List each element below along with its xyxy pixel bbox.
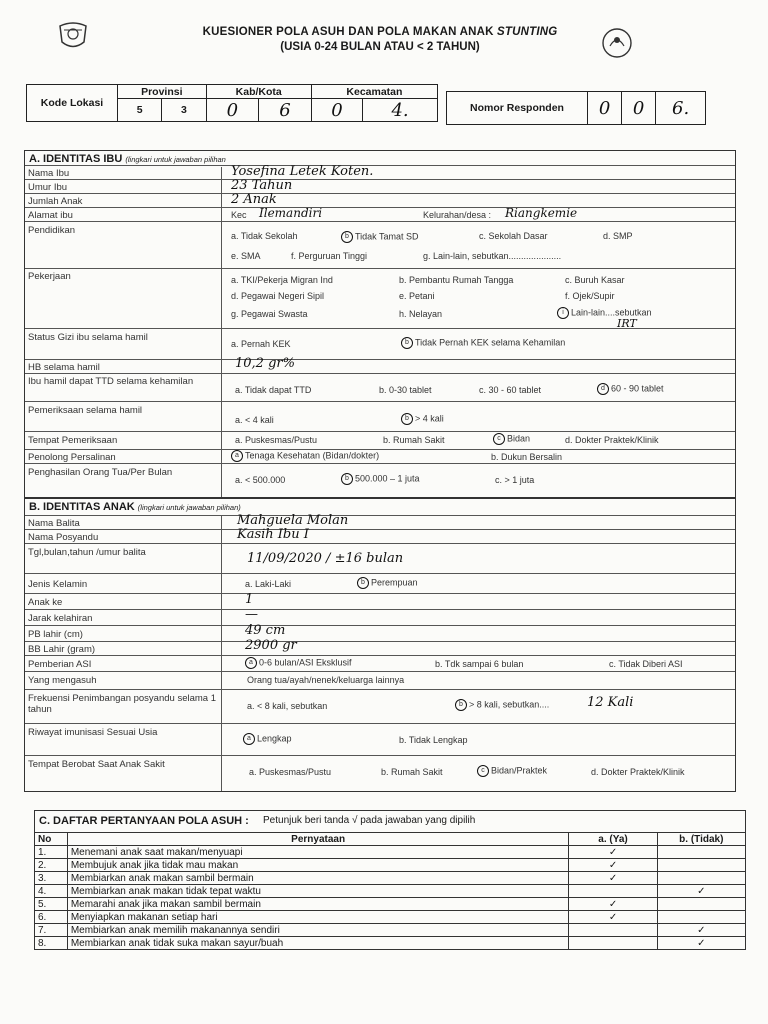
ttd-opt-c: c. 30 - 60 tablet — [479, 385, 542, 395]
tempat-pemeriksaan-label: Tempat Pemeriksaan — [28, 435, 118, 446]
frek-opt-a: a. < 8 kali, sebutkan — [247, 701, 328, 711]
kode-lokasi-label: Kode Lokasi — [27, 85, 118, 122]
tempat-opt-d: d. Dokter Praktek/Klinik — [565, 435, 659, 445]
col-ya: a. (Ya) — [569, 833, 657, 846]
jenis-kelamin-label: Jenis Kelamin — [28, 579, 88, 590]
pemeriksaan-label: Pemeriksaan selama hamil — [28, 405, 143, 416]
item-no: 6. — [35, 911, 68, 924]
item-text: Menyiapkan makanan setiap hari — [67, 911, 569, 924]
pekerjaan-opt-c: c. Buruh Kasar — [565, 275, 625, 285]
table-row — [35, 859, 746, 872]
section-c-hint: Petunjuk beri tanda √ pada jawaban yang dipilih — [263, 815, 476, 826]
item-tidak-check[interactable] — [657, 846, 745, 859]
imunisasi-label: Riwayat imunisasi Sesuai Usia — [28, 727, 158, 738]
pekerjaan-opt-e: e. Petani — [399, 291, 435, 301]
pendidikan-label: Pendidikan — [28, 225, 76, 236]
item-no: 2. — [35, 859, 68, 872]
tempat-berobat-label: Tempat Berobat Saat Anak Sakit — [28, 759, 165, 770]
pekerjaan-opt-g: g. Pegawai Swasta — [231, 309, 308, 319]
resp-digit-2: 0 — [622, 92, 656, 125]
table-row — [35, 885, 746, 898]
alamat-desa-value: Riangkemie — [505, 206, 578, 220]
penolong-opt-b: b. Dukun Bersalin — [491, 452, 563, 462]
item-ya-check[interactable] — [569, 937, 657, 950]
section-b-identitas-anak — [24, 498, 736, 792]
item-ya-check[interactable]: ✓ — [569, 872, 657, 885]
tempat-opt-c: c Bidan — [493, 433, 530, 445]
penolong-label: Penolong Persalinan — [28, 452, 116, 463]
nomor-responden-label: Nomor Responden — [447, 92, 588, 125]
anak-ke-value: 1 — [245, 592, 254, 607]
item-ya-check[interactable]: ✓ — [569, 859, 657, 872]
item-no: 4. — [35, 885, 68, 898]
section-a-title: A. IDENTITAS IBU (lingkari untuk jawaban pilihan — [29, 153, 226, 165]
pendidikan-opt-d: d. SMP — [603, 231, 633, 241]
jumlah-anak-label: Jumlah Anak — [28, 196, 83, 207]
item-tidak-check[interactable] — [657, 859, 745, 872]
penghasilan-opt-a: a. < 500.000 — [235, 475, 286, 485]
pola-asuh-table — [34, 832, 746, 950]
penghasilan-label: Penghasilan Orang Tua/Per Bulan — [28, 467, 173, 478]
pekerjaan-sebutkan-value: IRT — [617, 317, 637, 330]
periksa-opt-b: b > 4 kali — [401, 413, 444, 425]
asi-opt-c: c. Tidak Diberi ASI — [609, 659, 683, 669]
item-no: 8. — [35, 937, 68, 950]
table-row — [35, 846, 746, 859]
item-text: Membiarkan anak memilih makanannya sendiri — [67, 924, 569, 937]
item-no: 1. — [35, 846, 68, 859]
pekerjaan-opt-d: d. Pegawai Negeri Sipil — [231, 291, 325, 301]
resp-digit-1: 0 — [588, 92, 622, 125]
nama-posyandu-value: Kasih Ibu I — [237, 527, 309, 542]
pb-lahir-label: PB lahir (cm) — [28, 629, 83, 640]
jarak-kelahiran-value: — — [245, 607, 258, 622]
pendidikan-opt-b: b Tidak Tamat SD — [341, 231, 419, 243]
item-ya-check[interactable] — [569, 924, 657, 937]
kabkota-label: Kab/Kota — [206, 85, 311, 99]
item-tidak-check[interactable] — [657, 872, 745, 885]
item-ya-check[interactable]: ✓ — [569, 846, 657, 859]
umur-ibu-value: 23 Tahun — [231, 178, 293, 193]
ttd-opt-d: d 60 - 90 tablet — [597, 383, 664, 395]
pekerjaan-opt-f: f. Ojek/Supir — [565, 291, 615, 301]
col-no: No — [35, 833, 68, 846]
item-text: Menemani anak saat makan/menyuapi — [67, 846, 569, 859]
item-text: Membiarkan anak tidak suka makan sayur/buah — [67, 937, 569, 950]
col-tidak: b. (Tidak) — [657, 833, 745, 846]
yang-mengasuh-value: Orang tua/ayah/nenek/keluarga lainnya — [247, 675, 405, 685]
item-ya-check[interactable]: ✓ — [569, 911, 657, 924]
tempat-opt-a: a. Puskesmas/Pustu — [235, 435, 318, 445]
alamat-kecamatan-value: Ilemandiri — [259, 206, 323, 220]
table-row — [35, 911, 746, 924]
section-a-identitas-ibu — [24, 150, 736, 498]
item-tidak-check[interactable]: ✓ — [657, 885, 745, 898]
berobat-opt-a: a. Puskesmas/Pustu — [249, 767, 332, 777]
nama-balita-value: Mahguela Molan — [237, 513, 349, 528]
penghasilan-opt-c: c. > 1 juta — [495, 475, 535, 485]
penolong-opt-a: a Tenaga Kesehatan (Bidan/dokter) — [231, 450, 379, 462]
kab-digit-2: 6 — [259, 99, 312, 122]
pekerjaan-opt-b: b. Pembantu Rumah Tangga — [399, 275, 514, 285]
item-text: Membiarkan anak makan tidak tepat waktu — [67, 885, 569, 898]
pendidikan-opt-c: c. Sekolah Dasar — [479, 231, 548, 241]
berobat-opt-d: d. Dokter Praktek/Klinik — [591, 767, 685, 777]
kab-digit-1: 0 — [206, 99, 259, 122]
alamat-kec-prefix: Kec — [231, 210, 247, 220]
form-title: KUESIONER POLA ASUH DAN POLA MAKAN ANAK STUNTING — [202, 26, 558, 38]
jumlah-anak-value: 2 Anak — [231, 192, 277, 207]
penghasilan-opt-b: b 500.000 – 1 juta — [341, 473, 420, 485]
nama-ibu-label: Nama Ibu — [28, 168, 70, 179]
item-text: Membiarkan anak makan sambil bermain — [67, 872, 569, 885]
left-emblem-icon — [56, 18, 90, 52]
table-row — [35, 937, 746, 950]
provinsi-label: Provinsi — [118, 85, 207, 99]
table-row — [35, 898, 746, 911]
umur-ibu-label: Umur Ibu — [28, 182, 68, 193]
item-no: 3. — [35, 872, 68, 885]
pekerjaan-opt-i: i Lain-lain....sebutkan — [557, 307, 652, 319]
nama-balita-label: Nama Balita — [28, 518, 80, 529]
pendidikan-opt-f: f. Perguruan Tinggi — [291, 251, 368, 261]
item-text: Memarahi anak jika makan sambil bermain — [67, 898, 569, 911]
status-gizi-label: Status Gizi ibu selama hamil — [28, 332, 148, 343]
item-tidak-check[interactable] — [657, 911, 745, 924]
item-text: Membujuk anak jika tidak mau makan — [67, 859, 569, 872]
pendidikan-opt-a: a. Tidak Sekolah — [231, 231, 298, 241]
pendidikan-opt-e: e. SMA — [231, 251, 261, 261]
item-no: 5. — [35, 898, 68, 911]
ttd-opt-a: a. Tidak dapat TTD — [235, 385, 312, 395]
asi-opt-b: b. Tdk sampai 6 bulan — [435, 659, 524, 669]
tgl-lahir-label: Tgl,bulan,tahun /umur balita — [28, 547, 146, 558]
kec-digit-2: 4. — [363, 99, 438, 122]
nama-posyandu-label: Nama Posyandu — [28, 532, 99, 543]
resp-digit-3: 6. — [656, 92, 706, 125]
pb-lahir-value: 49 cm — [245, 623, 286, 638]
col-pernyataan: Pernyataan — [67, 833, 569, 846]
bb-lahir-value: 2900 gr — [245, 638, 297, 653]
pemberian-asi-label: Pemberian ASI — [28, 659, 92, 670]
hb-label: HB selama hamil — [28, 362, 100, 373]
prov-digit-1: 5 — [118, 99, 162, 122]
section-b-title: B. IDENTITAS ANAK (lingkari untuk jawaban pilihan) — [29, 501, 241, 513]
periksa-opt-a: a. < 4 kali — [235, 415, 274, 425]
tempat-opt-b: b. Rumah Sakit — [383, 435, 445, 445]
form-subtitle: (USIA 0-24 BULAN ATAU < 2 TAHUN) — [280, 41, 480, 53]
asi-opt-a: a 0-6 bulan/ASI Eksklusif — [245, 657, 352, 669]
gizi-opt-a: a. Pernah KEK — [231, 339, 291, 349]
table-row — [35, 872, 746, 885]
berobat-opt-b: b. Rumah Sakit — [381, 767, 443, 777]
hb-value: 10,2 gr% — [235, 356, 295, 371]
item-ya-check[interactable]: ✓ — [569, 898, 657, 911]
anak-ke-label: Anak ke — [28, 597, 63, 608]
pekerjaan-opt-h: h. Nelayan — [399, 309, 443, 319]
yang-mengasuh-label: Yang mengasuh — [28, 675, 97, 686]
section-c-pola-asuh — [34, 810, 746, 990]
item-tidak-check[interactable]: ✓ — [657, 937, 745, 950]
item-ya-check[interactable] — [569, 885, 657, 898]
frekuensi-label: Frekuensi Penimbangan posyandu selama 1 tahun — [28, 693, 217, 715]
gizi-opt-b: b Tidak Pernah KEK selama Kehamilan — [401, 337, 565, 349]
imun-opt-a: a Lengkap — [243, 733, 292, 745]
item-no: 7. — [35, 924, 68, 937]
prov-digit-2: 3 — [162, 99, 206, 122]
jarak-kelahiran-label: Jarak kelahiran — [28, 613, 93, 624]
item-tidak-check[interactable] — [657, 898, 745, 911]
berobat-opt-c: c Bidan/Praktek — [477, 765, 547, 777]
alamat-ibu-label: Alamat ibu — [28, 210, 73, 221]
table-row — [35, 924, 746, 937]
responden-table — [446, 91, 706, 125]
kec-digit-1: 0 — [311, 99, 362, 122]
alamat-kelurahan-label: Kelurahan/desa : — [423, 210, 492, 220]
bb-lahir-label: BB Lahir (gram) — [28, 644, 96, 655]
tgl-lahir-value: 11/09/2020 / ±16 bulan — [247, 551, 404, 566]
ttd-label: Ibu hamil dapat TTD selama kehamilan — [28, 376, 194, 387]
location-code-table — [26, 84, 438, 122]
jk-opt-b: b Perempuan — [357, 577, 418, 589]
frek-opt-b: b > 8 kali, sebutkan.... — [455, 699, 549, 711]
jk-opt-a: a. Laki-Laki — [245, 579, 292, 589]
ttd-opt-b: b. 0-30 tablet — [379, 385, 432, 395]
section-c-title: C. DAFTAR PERTANYAAN POLA ASUH : — [39, 815, 249, 827]
pendidikan-opt-g: g. Lain-lain, sebutkan..................... — [423, 251, 562, 261]
pekerjaan-label: Pekerjaan — [28, 271, 71, 282]
kecamatan-label: Kecamatan — [311, 85, 437, 99]
item-tidak-check[interactable]: ✓ — [657, 924, 745, 937]
pekerjaan-opt-a: a. TKI/Pekerja Migran Ind — [231, 275, 333, 285]
nama-ibu-value: Yosefina Letek Koten. — [231, 164, 374, 179]
imun-opt-b: b. Tidak Lengkap — [399, 735, 468, 745]
frek-value: 12 Kali — [587, 695, 634, 710]
